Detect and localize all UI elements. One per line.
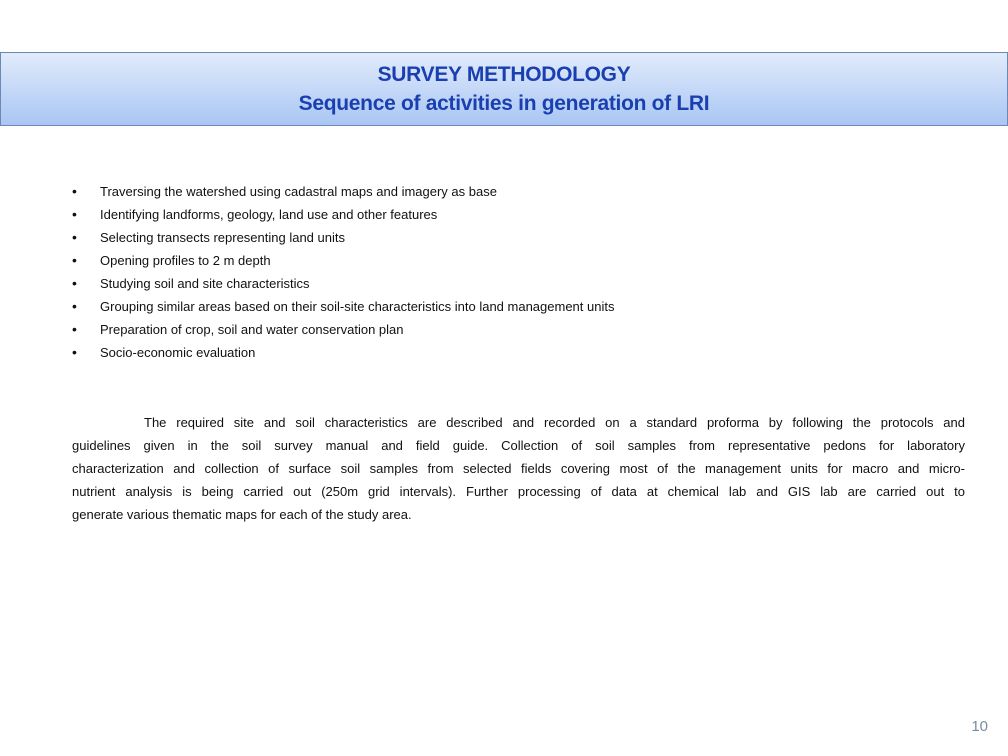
activity-list — [72, 180, 614, 364]
list-item: • Grouping similar areas based on their soil-site characteristics into land management units — [72, 295, 614, 318]
title-banner — [0, 52, 1008, 126]
list-item: • Selecting transects representing land units — [72, 226, 614, 249]
bullet-icon: • — [72, 252, 77, 268]
list-item: • Identifying landforms, geology, land use and other features — [72, 203, 614, 226]
page-number: 10 — [971, 718, 988, 735]
list-item: • Preparation of crop, soil and water conservation plan — [72, 318, 614, 341]
paragraph-line: guidelines given in the soil survey manual and field guide. Collection of soil samples from representative pedons for laboratory — [72, 438, 965, 453]
list-item: • Studying soil and site characteristics — [72, 272, 614, 295]
bullet-icon: • — [72, 298, 77, 314]
list-item: • Traversing the watershed using cadastral maps and imagery as base — [72, 180, 614, 203]
paragraph-line: generate various thematic maps for each of the study area. — [72, 507, 412, 522]
bullet-icon: • — [72, 321, 77, 337]
paragraph-line: nutrient analysis is being carried out (250m grid intervals). Further processing of data at chemical lab and GIS lab are carried out to — [72, 484, 965, 499]
list-item: • Opening profiles to 2 m depth — [72, 249, 614, 272]
slide-title: SURVEY METHODOLOGY — [377, 63, 631, 86]
paragraph-line: The required site and soil characteristics are described and recorded on a standard proforma by following the protocols and — [144, 415, 965, 430]
bullet-icon: • — [72, 275, 77, 291]
bullet-icon: • — [72, 229, 77, 245]
paragraph-line: characterization and collection of surface soil samples from selected fields covering most of the management units for macro and micro- — [72, 461, 965, 476]
bullet-icon: • — [72, 344, 77, 360]
description-paragraph — [72, 411, 965, 526]
slide-subtitle: Sequence of activities in generation of LRI — [298, 92, 710, 115]
list-item: • Socio-economic evaluation — [72, 341, 614, 364]
bullet-icon: • — [72, 183, 77, 199]
bullet-icon: • — [72, 206, 77, 222]
